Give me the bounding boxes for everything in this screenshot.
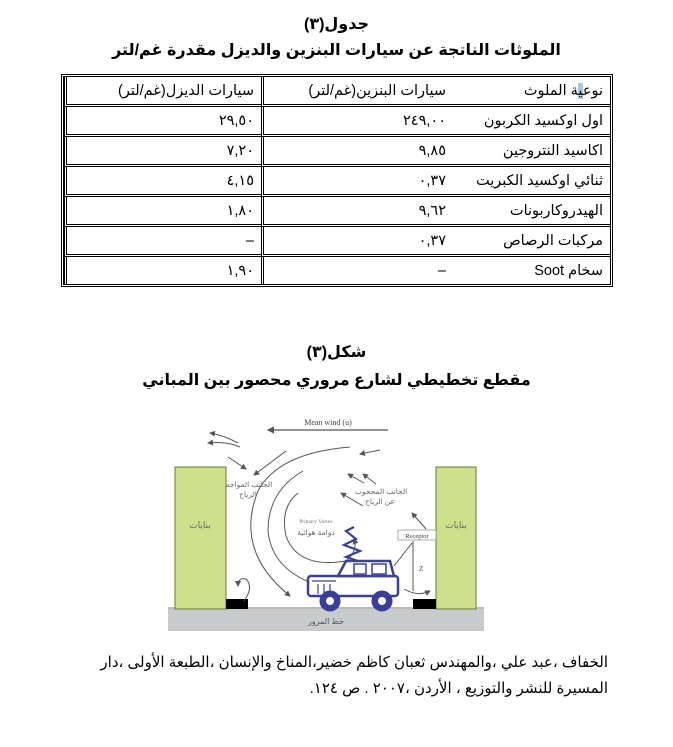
wind-arrow xyxy=(363,474,376,484)
reference-citation xyxy=(40,650,608,702)
table-row xyxy=(64,197,610,227)
cell-petrol: ٩,٦٢ xyxy=(261,197,453,227)
table-row xyxy=(64,107,610,137)
figure-caption: شكل(٣) xyxy=(306,344,367,361)
reference-line-2: المسيرة للنشر والتوزيع ، الأردن ،٢٠٠٧ . ص ١٢٤. xyxy=(309,680,608,697)
wind-arrow xyxy=(228,457,246,469)
header-petrol: سيارات البنزين(غم/لتر) xyxy=(261,77,453,107)
cell-diesel: ١,٩٠ xyxy=(64,257,261,284)
receptor-arrow xyxy=(412,513,426,529)
cell-diesel: ١,٨٠ xyxy=(64,197,261,227)
primary-vortex-label: Primary Vortex xyxy=(299,519,333,525)
z-label: Z xyxy=(419,565,424,573)
reference-line-1: الخفاف ،عبد علي ،والمهندس ثعبان كاظم خضير،المناخ والإنسان ،الطبعة الأولى ،دار xyxy=(100,654,608,671)
text-selection-highlight: ي xyxy=(578,82,583,99)
eddy-arrow xyxy=(404,589,430,594)
receptor-line xyxy=(394,543,412,566)
road-label: خط المرور xyxy=(307,617,345,626)
table-row xyxy=(64,227,610,257)
mean-wind-label: Mean wind (u) xyxy=(304,418,352,427)
wind-arrow xyxy=(254,451,286,475)
building-left-label: بنايات xyxy=(189,520,211,530)
jeep-icon xyxy=(308,561,398,611)
eddy-arrow xyxy=(238,579,250,601)
cell-pollutant: الهيدروكاربونات xyxy=(453,197,610,227)
windward-label xyxy=(224,480,272,499)
building-left xyxy=(175,467,226,609)
windward-label-line1: الجانب المواجه xyxy=(225,480,273,489)
table-row xyxy=(64,137,610,167)
header-pollutant-type xyxy=(453,77,610,107)
cell-pollutant: اول اوكسيد الكربون xyxy=(453,107,610,137)
wind-arrow xyxy=(360,450,380,454)
cell-petrol: ٠,٣٧ xyxy=(261,167,453,197)
wind-arrow xyxy=(210,433,238,443)
header-text: ة الملوث xyxy=(523,82,579,99)
cell-pollutant: اكاسيد النتروجين xyxy=(453,137,610,167)
leeward-label-line2: عن الرياح xyxy=(365,497,395,506)
table-header-row xyxy=(64,77,610,107)
table-caption: جدول(٣) xyxy=(303,16,370,33)
leeward-label-line1: الجانب المحجوب xyxy=(354,487,408,496)
cell-diesel: ٢٩,٥٠ xyxy=(64,107,261,137)
street-canyon-diagram xyxy=(168,401,484,633)
receptor-label: Receptor xyxy=(405,533,429,540)
building-right-label: بنايات xyxy=(445,520,467,530)
header-diesel: سيارات الديزل(غم/لتر) xyxy=(64,77,261,107)
wind-arrow xyxy=(208,443,240,448)
cell-petrol: ٩,٨٥ xyxy=(261,137,453,167)
cell-diesel: – xyxy=(64,227,261,257)
cell-petrol: – xyxy=(261,257,453,284)
windward-label-line2: الرياح xyxy=(239,490,257,499)
vortex-ar-label: دوامة هوائية xyxy=(297,528,335,537)
table-title: الملوثات الناتجة عن سيارات البنزين والديزل مقدرة غم/لتر xyxy=(112,42,561,59)
wind-arrow xyxy=(348,474,364,483)
figure-title: مقطع تخطيطي لشارع مروري محصور بين المباني xyxy=(142,372,531,389)
kerb-right xyxy=(413,599,436,609)
table-row xyxy=(64,257,610,284)
cell-diesel: ٧,٢٠ xyxy=(64,137,261,167)
exhaust-plume xyxy=(344,527,364,563)
leeward-label xyxy=(353,487,407,506)
header-text: نوع xyxy=(582,82,603,99)
cell-petrol: ٠,٣٧ xyxy=(261,227,453,257)
cell-diesel: ٤,١٥ xyxy=(64,167,261,197)
table-row xyxy=(64,167,610,197)
cell-petrol: ٢٤٩,٠٠ xyxy=(261,107,453,137)
cell-pollutant: سخام Soot xyxy=(534,262,603,279)
cell-pollutant: مركبات الرصاص xyxy=(453,227,610,257)
pollutants-table xyxy=(61,74,613,287)
building-right xyxy=(436,467,476,609)
cell-pollutant: ثنائي اوكسيد الكبريت xyxy=(453,167,610,197)
